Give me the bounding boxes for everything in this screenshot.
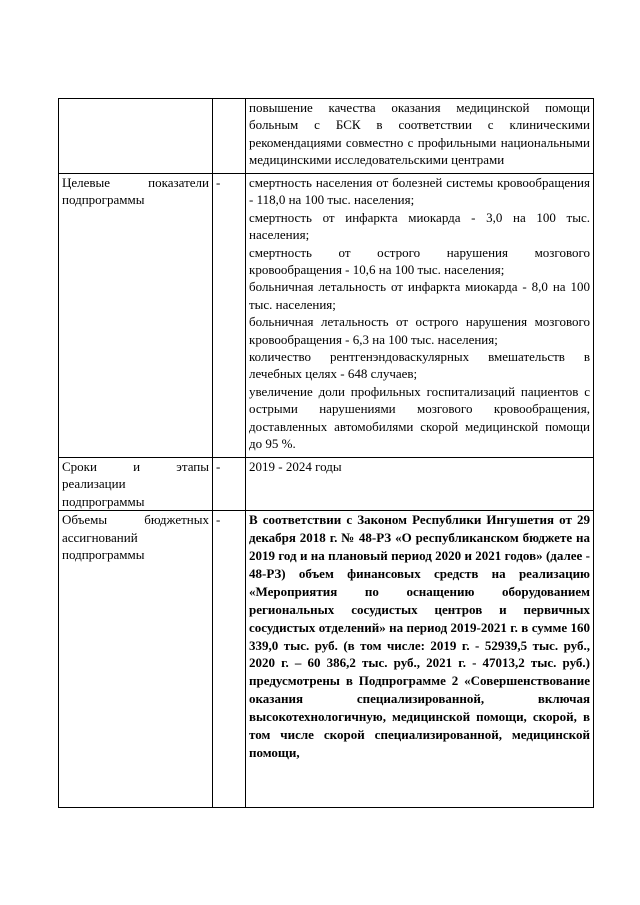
row-label-cell: Сроки и этапы реализации подпрограммы bbox=[59, 458, 213, 511]
row-content-cell bbox=[246, 174, 594, 458]
dash-cell bbox=[213, 99, 246, 174]
indicator-item: смертность от инфаркта миокарда - 3,0 на 100 тыс. населения; bbox=[249, 209, 590, 243]
row-content-cell bbox=[246, 511, 594, 808]
row-label-cell bbox=[59, 99, 213, 174]
indicator-item: больничная летальность от острого нарушения мозгового кровообращения - 6,3 на 100 тыс. населения; bbox=[249, 314, 590, 347]
content-paragraph: 2019 - 2024 годы bbox=[249, 459, 342, 474]
indicator-item: смертность населения от болезней системы кровообращения - 118,0 на 100 тыс. населения; bbox=[249, 175, 590, 208]
program-passport-table bbox=[58, 98, 594, 808]
budget-paragraph: В соответствии с Законом Республики Ингушетия от 29 декабря 2018 г. № 48-РЗ «О республиканском бюджете на 2019 год и на плановый период 2020 и 2021 годов» (далее - 48-РЗ) объем финансовых средств на реализацию «Мероприятия по оснащению оборудованием региональных сосудистых центров и первичных сосудистых отделений» на период 2019-2021 г. в сумме 160 339,0 тыс. руб. (в том числе: 2019 г. - 52939,5 тыс. руб., 2020 г. – 60 386,2 тыс. руб., 2021 г. - 47013,2 тыс. руб.) предусмотрены в Подпрограмме 2 «Совершенствование оказания специализированной, включая высокотехнологичную, медицинской помощи, скорой, в том числе скорой специализированной, медицинской помощи, bbox=[249, 512, 590, 760]
row-label-cell: Целевые показатели подпрограммы bbox=[59, 174, 213, 458]
row-label-cell: Объемы бюджетных ассигнований подпрограммы bbox=[59, 511, 213, 808]
table-row bbox=[59, 174, 594, 458]
dash-cell: - bbox=[213, 458, 246, 511]
content-paragraph: повышение качества оказания медицинской помощи больным с БСК в соответствии с клиническими рекомендациями совместно с профильными национальными медицинскими исследовательскими центрами bbox=[249, 100, 590, 168]
table-row bbox=[59, 99, 594, 174]
indicator-item: увеличение доли профильных госпитализаций пациентов с острыми нарушениями мозгового кровообращения, доставленных автомобилями скорой медицинской помощи до 95 %. bbox=[249, 383, 590, 452]
row-content-cell bbox=[246, 99, 594, 174]
table-row bbox=[59, 511, 594, 808]
dash-cell: - bbox=[213, 174, 246, 458]
indicator-item: количество рентгенэндоваскулярных вмешательств в лечебных целях - 648 случаев; bbox=[249, 349, 590, 382]
table-row bbox=[59, 458, 594, 511]
row-content-cell bbox=[246, 458, 594, 511]
indicator-item: больничная летальность от инфаркта миокарда - 8,0 на 100 тыс. населения; bbox=[249, 279, 590, 312]
dash-cell: - bbox=[213, 511, 246, 808]
indicator-item: смертность от острого нарушения мозгового кровообращения - 10,6 на 100 тыс. населения; bbox=[249, 244, 590, 278]
